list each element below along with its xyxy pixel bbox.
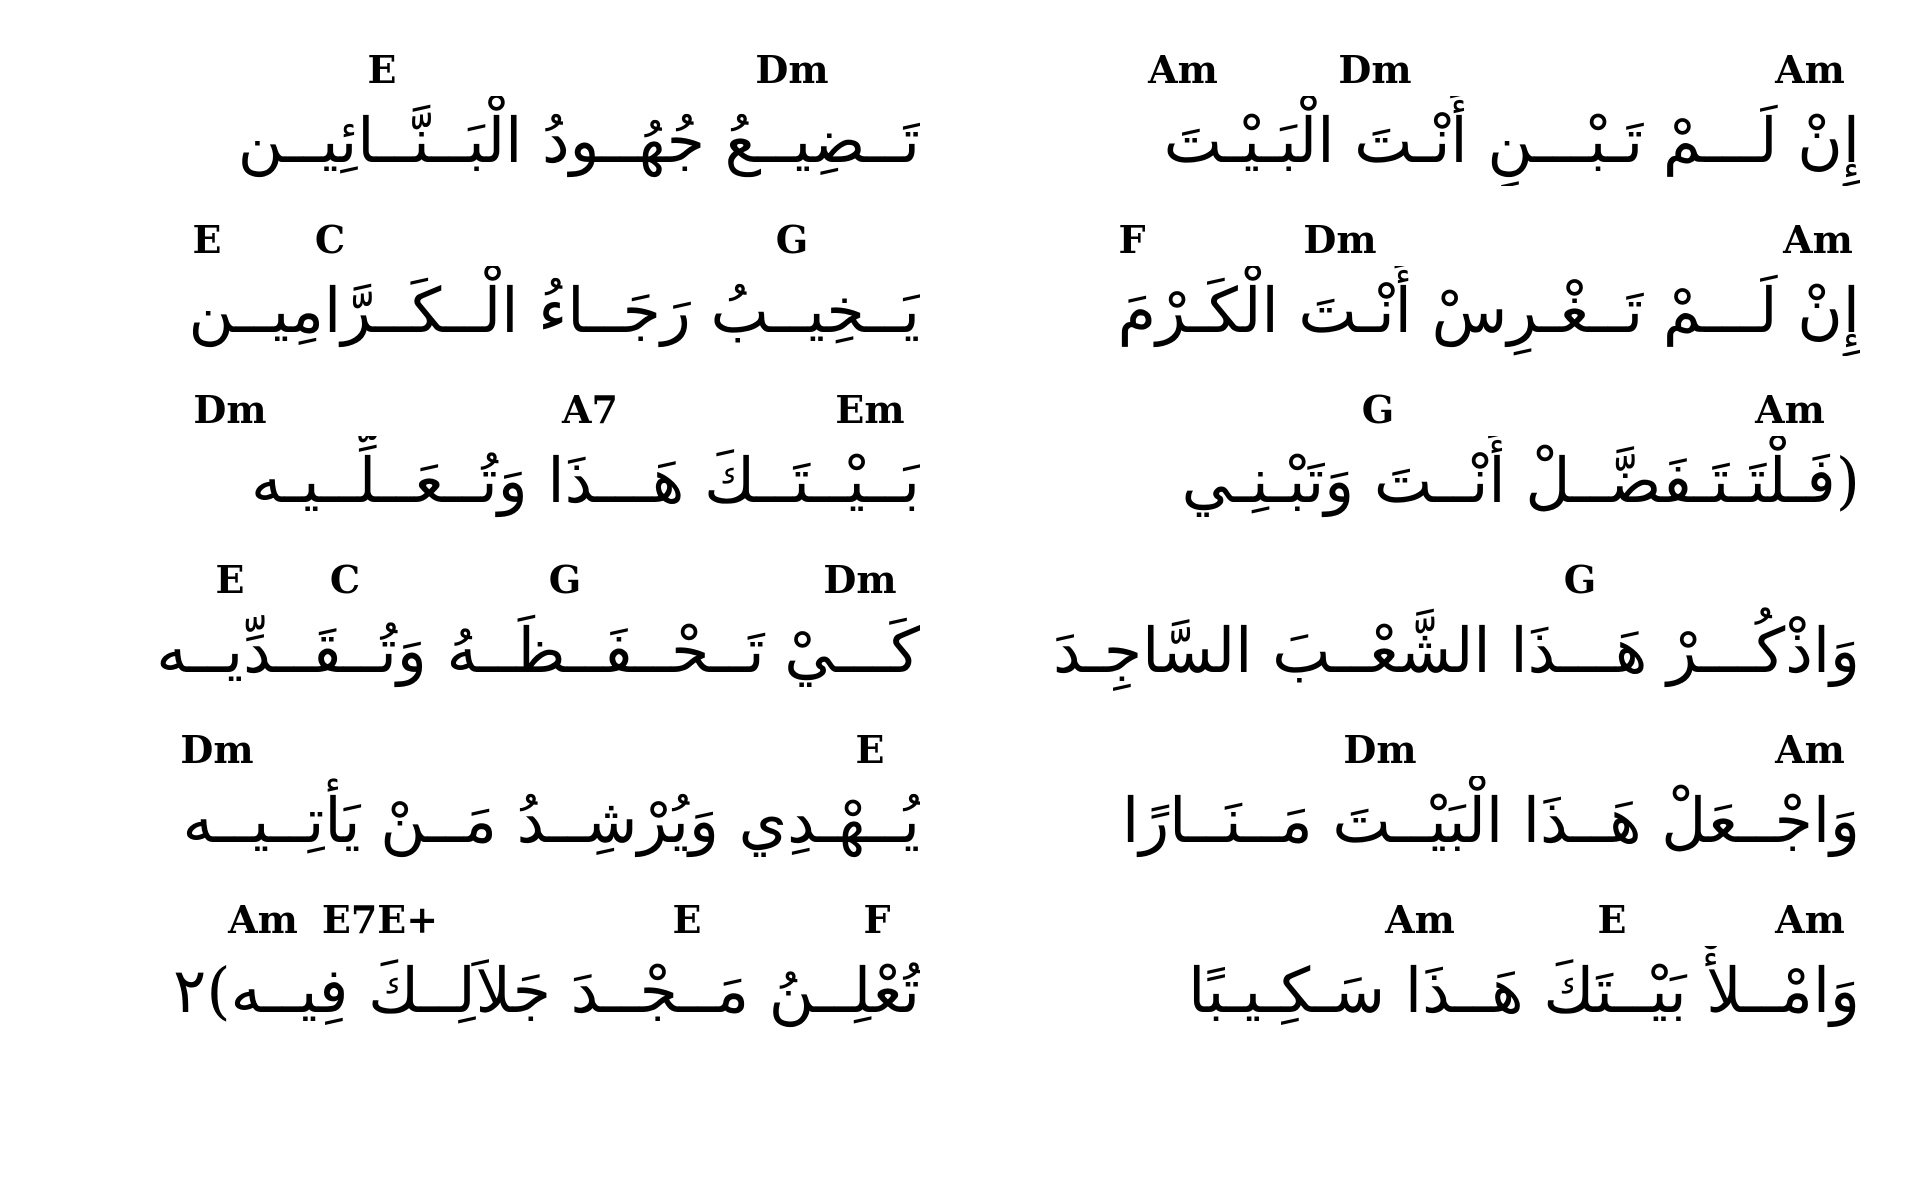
chord-label: Am <box>1783 217 1853 262</box>
lyric-line: وَاذْكُـــرْ هَـــذَا الشَّعْــبَ السَّاجِـدَ <box>1053 614 1860 687</box>
chord-label: G <box>1361 387 1395 432</box>
chord-label: E <box>192 217 222 262</box>
lyric-line: يُــهْـدِي وَيُرْشِــدُ مَــنْ يَأْتِــيــه <box>182 784 920 857</box>
chord-label: A7 <box>562 387 618 432</box>
chord-label: Am <box>1755 387 1825 432</box>
chord-label: G <box>775 217 809 262</box>
lyric-line: تُعْلِــنُ مَــجْــدَ جَلاَلِــكَ فِيــه)٢ <box>173 954 920 1027</box>
lyric-block <box>1000 728 1860 898</box>
lyric-block <box>60 898 920 1068</box>
lyric-block <box>60 388 920 558</box>
chord-label: Dm <box>193 387 267 432</box>
chord-label: Dm <box>180 727 254 772</box>
lyric-block <box>60 48 920 218</box>
chord-label: Dm <box>755 47 829 92</box>
right-lyrics-column <box>1000 0 1860 1200</box>
lyric-line: كَـــيْ تَــحْــفَــظَــهُ وَتُــقَــدِّيــه <box>156 614 920 687</box>
chord-label: E <box>215 557 245 602</box>
lyric-line: يَــخِيــبُ رَجَــاءُ الْــكَــرَّامِيــن <box>188 274 920 347</box>
chord-label: E <box>672 897 702 942</box>
chord-label: C <box>314 217 346 262</box>
chord-label: Am <box>1775 47 1845 92</box>
chord-label: G <box>548 557 582 602</box>
lyric-block <box>1000 898 1860 1068</box>
lyric-line: وَامْــلأْ بَيْــتَكَ هَــذَا سَـكِـيـبًا <box>1188 954 1860 1027</box>
chord-label: C <box>329 557 361 602</box>
chord-label: Am <box>1775 727 1845 772</box>
lyric-block <box>1000 388 1860 558</box>
lyric-block <box>60 218 920 388</box>
chord-label: F <box>863 897 891 942</box>
chord-label: G <box>1563 557 1597 602</box>
chord-label: E <box>855 727 885 772</box>
lyric-line: (فَـلْتَـتَـفَضَّــلْ أَنْــتَ وَتَبْـنِـي <box>1181 444 1860 517</box>
chord-label: E <box>367 47 397 92</box>
lyric-line: إِنْ لَـــمْ تَـبْـــنِ أَنْـتَ الْبَـيْـتَ <box>1163 104 1860 177</box>
chord-label: Am <box>1148 47 1218 92</box>
chord-label: Am <box>228 897 298 942</box>
lyric-block <box>1000 48 1860 218</box>
chord-label: E <box>1597 897 1627 942</box>
chord-label: Dm <box>1338 47 1412 92</box>
lyric-line: وَاجْــعَلْ هَــذَا الْبَيْــتَ مَــنَــارًا <box>1122 784 1860 857</box>
left-lyrics-column <box>60 0 920 1200</box>
lyric-block <box>60 728 920 898</box>
lyric-line: بَــيْــتَــكَ هَـــذَا وَتُــعَــلِّــيـه <box>250 444 920 517</box>
chord-label: Am <box>1775 897 1845 942</box>
lyric-line: إِنْ لَـــمْ تَــغْـرِسْ أَنْـتَ الْكَـرْمَ <box>1117 274 1860 347</box>
chord-label: E7E+ <box>321 897 439 942</box>
chord-label: Dm <box>1343 727 1417 772</box>
lyric-block <box>1000 218 1860 388</box>
chord-label: Dm <box>1303 217 1377 262</box>
lyric-block <box>60 558 920 728</box>
chord-label: Dm <box>823 557 897 602</box>
chord-label: Em <box>835 387 905 432</box>
lyric-block <box>1000 558 1860 728</box>
chord-label: F <box>1118 217 1146 262</box>
chord-label: Am <box>1385 897 1455 942</box>
lyric-line: تَــضِيــعُ جُهُــودُ الْبَــنَّــائِيــن <box>237 104 920 177</box>
